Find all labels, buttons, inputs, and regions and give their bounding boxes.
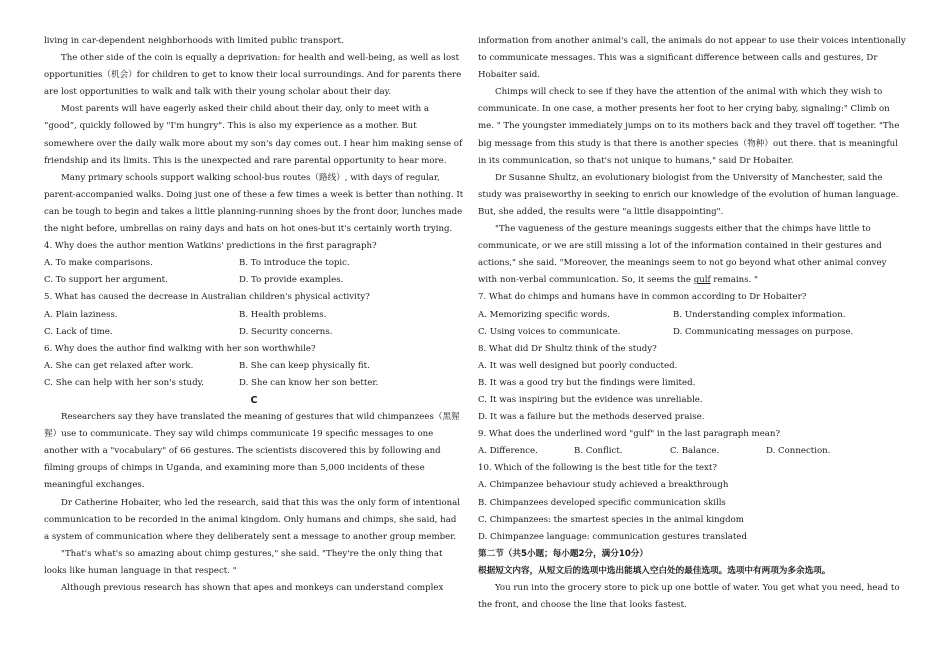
option-a[interactable]: A. Chimpanzee behaviour study achieved a breakthrough	[478, 480, 729, 491]
question-5	[44, 289, 464, 340]
option-b[interactable]: B. It was a good try but the findings were limited.	[478, 377, 696, 388]
option-a[interactable]: A. She can get relaxed after work.	[44, 360, 194, 371]
paragraph: Most parents will have eagerly asked their child about their day, only to meet with a “good”, quickly followed by "I'm hungry". This is also my experience as a mother. But somewhere over the daily walk more about my son's day comes out. I hear him making sense of friendship and its limits. This is the unexpected and rare parental opportunity to hear more.	[44, 104, 463, 166]
question-8	[478, 341, 906, 426]
option-c[interactable]: C. Lack of time.	[44, 326, 113, 337]
option-b[interactable]: B. Understanding complex information.	[673, 309, 846, 320]
option-d[interactable]: D. It was a failure but the methods deserved praise.	[478, 412, 705, 423]
paragraph-text: remains. "	[710, 275, 758, 286]
section-2-instructions: 根据短文内容，从短文后的选项中选出能填入空白处的最佳选项。选项中有两项为多余选项。	[478, 565, 831, 576]
option-c[interactable]: C. Balance.	[670, 446, 720, 457]
question-10	[478, 460, 906, 545]
paragraph: Chimps will check to see if they have the attention of the animal with which they wish to communicate. In one case, a mother presents her foot to her crying baby, signaling:" Climb on me. " The youngster immediately jumps on to its mothers back and they travel off together. "The big message from this study is that there is another species（物种）out there. that is meaningful in its communication, so that's not unique to humans," said Dr Hobaiter.	[478, 87, 900, 166]
option-d[interactable]: D. She can know her son better.	[239, 377, 379, 388]
option-c[interactable]: C. She can help with her son's study.	[44, 377, 205, 388]
question-6	[44, 341, 464, 392]
option-c[interactable]: C. Using voices to communicate.	[478, 326, 621, 337]
option-b[interactable]: B. Chimpanzees developed specific communication skills	[478, 497, 726, 508]
option-c[interactable]: C. Chimpanzees: the smartest species in the animal kingdom	[478, 514, 744, 525]
paragraph: information from another animal's call, the animals do not appear to use their voices intentionally to communicate messages. This was a significant difference between calls and gestures, Dr Hobaiter said.	[478, 36, 906, 81]
option-a[interactable]: A. Difference.	[478, 446, 538, 457]
section-heading-c: C	[250, 394, 258, 406]
right-column	[478, 33, 906, 614]
paragraph: Dr Catherine Hobaiter, who led the research, said that this was the only form of intentional communication to be recorded in the animal kingdom. Only humans and chimps, she said, had a system of communication where they deliberately sent a message to another group member.	[44, 497, 461, 542]
question-4	[44, 238, 464, 289]
option-d[interactable]: D. Communicating messages on purpose.	[673, 326, 854, 337]
option-a[interactable]: A. It was well designed but poorly conducted.	[478, 360, 678, 371]
question-stem: 5. What has caused the decrease in Australian children's physical activity?	[44, 292, 370, 303]
option-c[interactable]: C. To support her argument.	[44, 275, 168, 286]
question-7	[478, 289, 906, 340]
option-b[interactable]: B. Conflict.	[574, 446, 623, 457]
option-b[interactable]: B. Health problems.	[239, 309, 327, 320]
paragraph-text: "The vagueness of the gesture meanings suggests either that the chimps have little to communicate, or we are still missing a lot of the information contained in their gestures and actions," she said. "Moreover, the meanings seem to not go beyond what other animal convey with non-verbal communication. So, it seems the	[478, 224, 887, 286]
question-stem: 4. Why does the author mention Watkins' predictions in the first paragraph?	[44, 241, 377, 252]
option-a[interactable]: A. Memorizing specific words.	[478, 309, 610, 320]
section-2-title: 第二节（共5小题；每小题2分，满分10分）	[478, 548, 649, 559]
option-d[interactable]: D. Security concerns.	[239, 326, 333, 337]
question-stem: 8. What did Dr Shultz think of the study?	[478, 343, 657, 354]
option-a[interactable]: A. Plain laziness.	[44, 309, 118, 320]
option-a[interactable]: A. To make comparisons.	[44, 258, 153, 269]
option-d[interactable]: D. Connection.	[766, 446, 831, 457]
question-stem: 6. Why does the author find walking with her son worthwhile?	[44, 343, 316, 354]
option-b[interactable]: B. She can keep physically fit.	[239, 360, 370, 371]
paragraph: You run into the grocery store to pick up one bottle of water. You get what you need, head to the front, and choose the line that looks fastest.	[478, 583, 900, 611]
question-stem: 7. What do chimps and humans have in common according to Dr Hobaiter?	[478, 292, 807, 303]
paragraph: Many primary schools support walking school-bus routes（路线）, with days of regular, parent-accompanied walks. Doing just one of these a few times a week is better than nothing. It can be tough to begin and takes a little planning-running shoes by the front door, lunches made the night before, umbrellas on rainy days and hats on hot ones-but it's certainly worth trying.	[44, 172, 464, 235]
question-stem: 9. What does the underlined word "gulf" in the last paragraph mean?	[478, 429, 781, 440]
paragraph: living in car-dependent neighborhoods with limited public transport.	[44, 36, 344, 46]
paragraph: Researchers say they have translated the meaning of gestures that wild chimpanzees（黑猩猩）use to communicate. They say wild chimps communicate 19 specific messages to one another with a "vocabulary" of 66 gestures. The scientists discovered this by following and filming groups of chimps in Uganda, and examining more than 5,000 incidents of these meaningful exchanges.	[44, 412, 460, 491]
paragraph: Although previous research has shown that apes and monkeys can understand complex	[61, 583, 444, 593]
option-d[interactable]: D. Chimpanzee language: communication gestures translated	[478, 531, 747, 542]
paragraph: Dr Susanne Shultz, an evolutionary biologist from the University of Manchester, said the study was praiseworthy in seeking to enrich our knowledge of the evolution of human language. But, she added, the results were "a little disappointing".	[478, 172, 899, 217]
option-c[interactable]: C. It was inspiring but the evidence was unreliable.	[478, 394, 703, 405]
left-column	[44, 33, 464, 597]
paragraph	[478, 221, 906, 289]
question-stem: 10. Which of the following is the best title for the text?	[478, 463, 717, 474]
underlined-word: gulf	[693, 275, 711, 286]
option-b[interactable]: B. To introduce the topic.	[239, 258, 350, 269]
question-9	[478, 426, 906, 460]
option-d[interactable]: D. To provide examples.	[239, 275, 344, 286]
paragraph: "That's what's so amazing about chimp gestures," she said. "They're the only thing that looks like human language in that respect. "	[44, 548, 443, 576]
paragraph: The other side of the coin is equally a deprivation: for health and well-being, as well as lost opportunities（机会）for children to get to know their local surroundings. And for parents there are lost opportunities to walk and talk with their young scholar about their day.	[44, 53, 462, 98]
